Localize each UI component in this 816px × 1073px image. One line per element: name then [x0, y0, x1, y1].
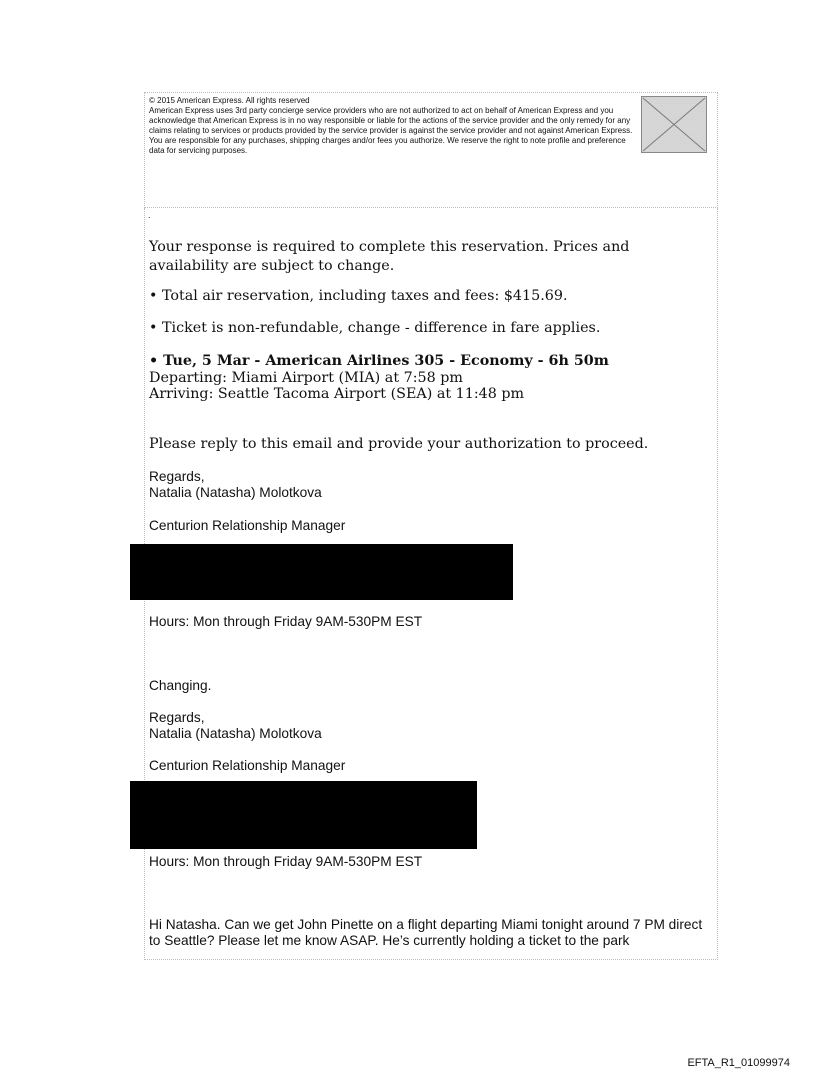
message2-text: Changing. — [149, 678, 212, 693]
signature2-regards: Regards, — [149, 710, 205, 725]
ticket-terms-line: • Ticket is non-refundable, change - difference in fare applies. — [149, 320, 600, 336]
legal-notice — [149, 96, 641, 155]
copyright-text: © 2015 American Express. All rights reserved — [149, 96, 310, 105]
reservation-intro: Your response is required to complete this reservation. Prices and availability are subject to change. — [149, 239, 630, 274]
signature2-hours: Hours: Mon through Friday 9AM-530PM EST — [149, 854, 423, 869]
message3-text: Hi Natasha. Can we get John Pinette on a flight departing Miami tonight around 7 PM direct to Seattle? Please let me know ASAP. He’s currently holding a ticket to the park — [149, 917, 703, 948]
redaction-box — [130, 544, 513, 600]
redaction-box — [130, 781, 477, 849]
total-line: • Total air reservation, including taxes and fees: $415.69. — [149, 288, 568, 304]
signature1-title: Centurion Relationship Manager — [149, 518, 346, 533]
document-id: EFTA_R1_01099974 — [687, 1057, 790, 1069]
signature2-title: Centurion Relationship Manager — [149, 758, 346, 773]
arriving-line: Arriving: Seattle Tacoma Airport (SEA) at 11:48 pm — [149, 386, 525, 402]
disclaimer-text: American Express uses 3rd party concierge service providers who are not authorized to act on behalf of American Express and you acknowledge that American Express is in no way responsible or liable for the actions of the service provider and the only remedy for any claims relating to services or products provided by the service provider is against the service provider and not against American Express. You are responsible for any purchases, shipping charges and/or fees you authorize. We reserve the right to note profile and preference data for servicing purposes. — [149, 105, 633, 155]
signature1-name: Natalia (Natasha) Molotkova — [149, 485, 322, 500]
separator-dot: . — [148, 210, 151, 220]
flight-title: • Tue, 5 Mar - American Airlines 305 - Economy - 6h 50m — [149, 353, 609, 369]
signature2-name: Natalia (Natasha) Molotkova — [149, 726, 322, 741]
signature1-regards: Regards, — [149, 469, 205, 484]
signature1-hours: Hours: Mon through Friday 9AM-530PM EST — [149, 614, 423, 629]
departing-line: Departing: Miami Airport (MIA) at 7:58 pm — [149, 370, 463, 386]
broken-image-icon — [641, 96, 707, 153]
reply-request: Please reply to this email and provide your authorization to proceed. — [149, 436, 649, 452]
